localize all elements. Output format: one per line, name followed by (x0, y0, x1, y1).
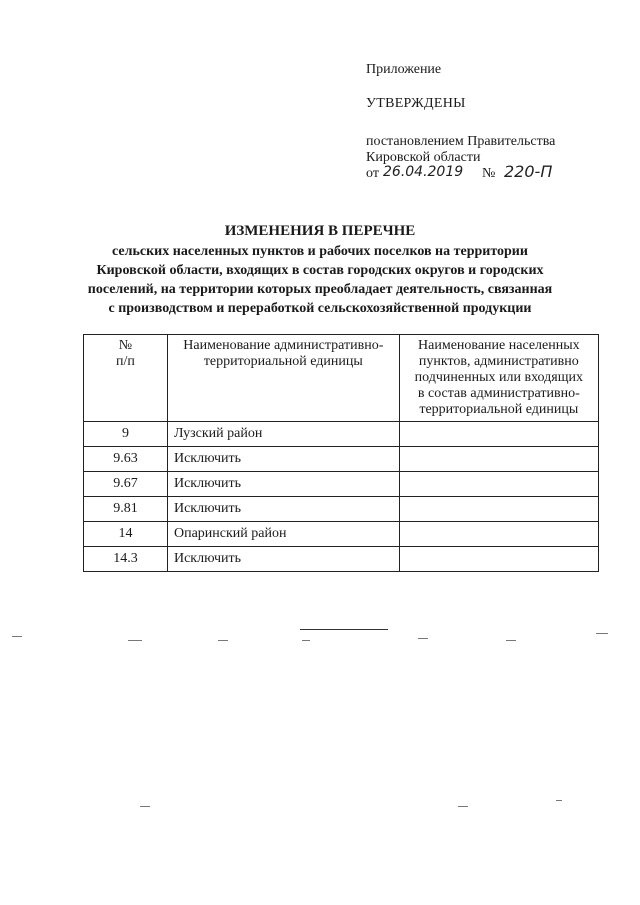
subtitle-line-3: поселений, на территории которых преобладает деятельность, связанная (87, 282, 553, 297)
row-admin-unit: Исключить (167, 547, 399, 572)
row-number: 9.63 (84, 447, 168, 472)
row-admin-unit: Лузский район (167, 422, 399, 447)
table-header-row (84, 335, 599, 422)
end-of-document-rule (300, 629, 388, 630)
table-row (84, 472, 599, 497)
row-number: 14.3 (84, 547, 168, 572)
row-settlements (399, 497, 598, 522)
header-admin-unit (167, 335, 399, 422)
approved-label: УТВЕРЖДЕНЫ (366, 96, 466, 111)
handwritten-date: 26.04.2019 (383, 164, 464, 180)
subtitle-line-2: Кировской области, входящих в состав городских округов и городских (96, 263, 544, 278)
number-label: № (482, 166, 496, 181)
row-settlements (399, 547, 598, 572)
row-admin-unit: Исключить (167, 447, 399, 472)
row-settlements (399, 522, 598, 547)
header-settle-line-3: подчиненных или входящих (414, 370, 583, 385)
scan-artifact (302, 640, 310, 641)
resolution-line-1: постановлением Правительства (366, 134, 556, 149)
scan-artifact (12, 636, 22, 637)
resolution-line-2: Кировской области (366, 150, 481, 165)
row-settlements (399, 422, 598, 447)
subtitle-line-4: с производством и переработкой сельскохозяйственной продукции (108, 301, 532, 316)
header-settle-line-5: территориальной единицы (419, 402, 579, 417)
header-admin-line-2: территориальной единицы (203, 354, 363, 369)
row-number: 9.67 (84, 472, 168, 497)
date-line (366, 162, 555, 184)
document-title: ИЗМЕНЕНИЯ В ПЕРЕЧНЕ (224, 223, 416, 239)
header-settle-line-4: в состав административно- (417, 386, 580, 401)
scan-artifact (140, 806, 150, 807)
header-settle-line-2: пунктов, административно (418, 354, 579, 369)
scan-artifact (458, 806, 468, 807)
scan-artifact (506, 640, 516, 641)
row-admin-unit: Исключить (167, 497, 399, 522)
table-row (84, 447, 599, 472)
table-row (84, 522, 599, 547)
scan-artifact (218, 640, 228, 641)
table-row (84, 547, 599, 572)
header-admin-line-1: Наименование административно- (183, 338, 384, 353)
approval-block (366, 62, 555, 184)
row-admin-unit: Опаринский район (167, 522, 399, 547)
table-row (84, 497, 599, 522)
handwritten-number: 220-П (504, 162, 553, 181)
subtitle-line-1: сельских населенных пунктов и рабочих поселков на территории (112, 244, 528, 259)
header-number-line-1: № (118, 338, 133, 353)
row-number: 9 (84, 422, 168, 447)
document-title-block (0, 222, 640, 318)
table-row (84, 422, 599, 447)
row-number: 9.81 (84, 497, 168, 522)
header-settlements (399, 335, 598, 422)
row-settlements (399, 447, 598, 472)
header-number-line-2: п/п (116, 354, 135, 369)
date-prefix: от (366, 166, 379, 181)
row-settlements (399, 472, 598, 497)
header-number (84, 335, 168, 422)
scan-artifact (596, 633, 608, 634)
changes-table (83, 334, 599, 572)
scan-artifact (418, 638, 428, 639)
scan-artifact (556, 800, 562, 801)
row-admin-unit: Исключить (167, 472, 399, 497)
row-number: 14 (84, 522, 168, 547)
header-settle-line-1: Наименование населенных (418, 338, 580, 353)
scan-artifact (128, 640, 142, 641)
appendix-label: Приложение (366, 62, 442, 77)
